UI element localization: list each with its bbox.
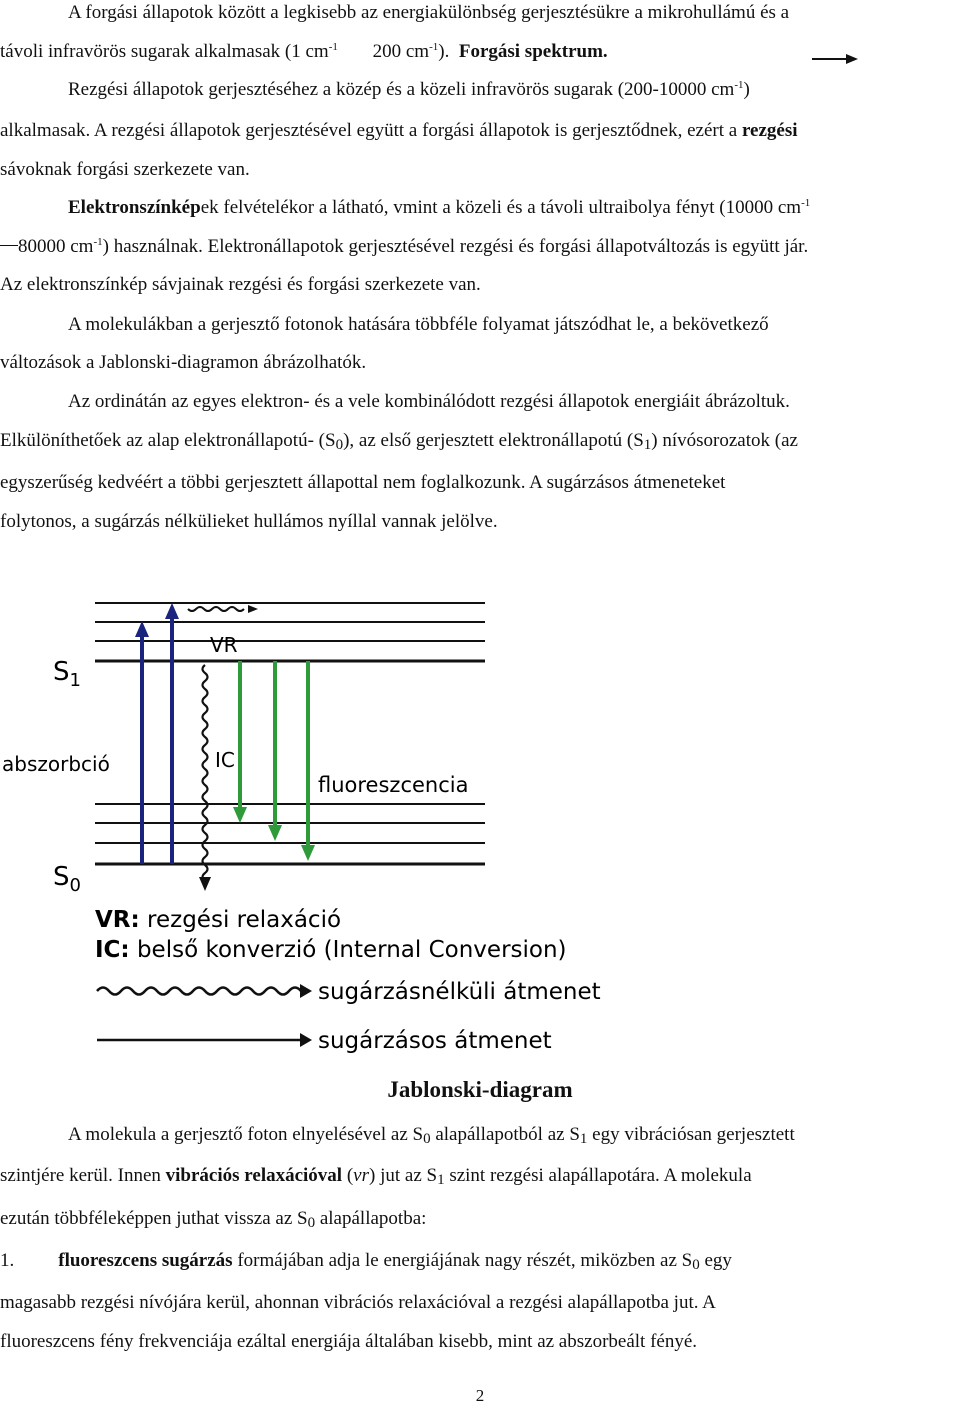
legend-wavy-text: sugárzásnélküli átmenet: [318, 979, 601, 1005]
jablonski-diagram: [0, 585, 650, 1080]
p3-line2: 80000 $cm^{-1}$) használnak. Elektronállapotok gerjesztésével rezgési és forgási állapotváltozás is együtt jár.: [0, 236, 960, 258]
legend-vr: VR: rezgési relaxáció: [95, 907, 342, 933]
p6-line1: A molekula a gerjesztő foton elnyelésével az S0 alapállapotból az S1 egy vibrációsan gerjesztett: [68, 1124, 795, 1147]
legend-ic: IC: belső konverzió (Internal Conversion): [95, 937, 567, 963]
p2-line1: Rezgési állapotok gerjesztéséhez a közép és a közeli infravörös sugarak (200-10000 $cm^{-1}$): [68, 79, 750, 100]
p2-line3: sávoknak forgási szerkezete van.: [0, 159, 250, 180]
p6-line2: szintjére kerül. Innen vibrációs relaxációval (vr) jut az S1 szint rezgési alapállapotára. A molekula: [0, 1165, 752, 1188]
p5-line1: Az ordinátán az egyes elektron- és a vele kombinálódott rezgési állapotok energiáit ábrázoltuk.: [68, 391, 790, 412]
page-number: 2: [475, 1386, 485, 1405]
p1-line2: távoli infravörös sugarak alkalmasak (1 $cm^{-1}$ 200 $cm^{-1}$). Forgási spektrum.: [0, 41, 608, 62]
ic-label: IC: [215, 748, 235, 772]
s0-label: $S_0$: [53, 862, 81, 896]
p7-line3: fluoreszcens fény frekvenciája ezáltal energiája általában kisebb, mint az abszorbeált fényé.: [0, 1331, 698, 1352]
p7-line2: magasabb rezgési nívójára kerül, ahonnan vibrációs relaxációval a rezgési alapállapotba jut. A: [0, 1292, 716, 1313]
p7-line1: 1. fluoreszcens sugárzás formájában adja le energiájának nagy részét, miközben az S0 egy: [0, 1250, 732, 1273]
p2-line2: alkalmasak. A rezgési állapotok gerjesztésével együtt a forgási állapotok is gerjesztődnek, ezért a rezgési: [0, 120, 798, 141]
fluorescence-label: fluoreszcencia: [318, 773, 469, 797]
p6-line3: ezután többféleképpen juthat vissza az S0 alapállapotba:: [0, 1208, 427, 1231]
arrow-right-icon: [810, 52, 860, 66]
p5-line3: egyszerűség kedvéért a többi gerjesztett állapottal nem foglalkozunk. A sugárzásos átmeneteket: [0, 472, 726, 493]
legend-straight-text: sugárzásos átmenet: [318, 1028, 552, 1054]
p5-line2: Elkülöníthetőek az alap elektronállapotú- (S0), az első gerjesztett elektronállapotú (S1) nívósorozatok (az: [0, 430, 798, 453]
p1-line1: A forgási állapotok között a legkisebb az energiakülönbség gerjesztésükre a mikrohullámú és a: [68, 2, 790, 23]
p5-line4: folytonos, a sugárzás nélkülieket hullámos nyíllal vannak jelölve.: [0, 511, 498, 532]
p4-line1: A molekulákban a gerjesztő fotonok hatására többféle folyamat játszódhat le, a bekövetkező: [68, 314, 769, 335]
absorption-label: abszorbció: [2, 752, 110, 776]
s1-label: $S_1$: [53, 657, 81, 691]
p3-line1: Elektronszínképek felvételékor a látható, vmint a közeli és a távoli ultraibolya fényt (10000 $cm^{-1}$: [68, 197, 811, 218]
figure-caption: Jablonski-diagram: [387, 1077, 573, 1102]
vr-label: VR: [210, 633, 238, 657]
p3-line3: Az elektronszínkép sávjainak rezgési és forgási szerkezete van.: [0, 274, 481, 295]
p4-line2: változások a Jablonski-diagramon ábrázolhatók.: [0, 352, 367, 373]
